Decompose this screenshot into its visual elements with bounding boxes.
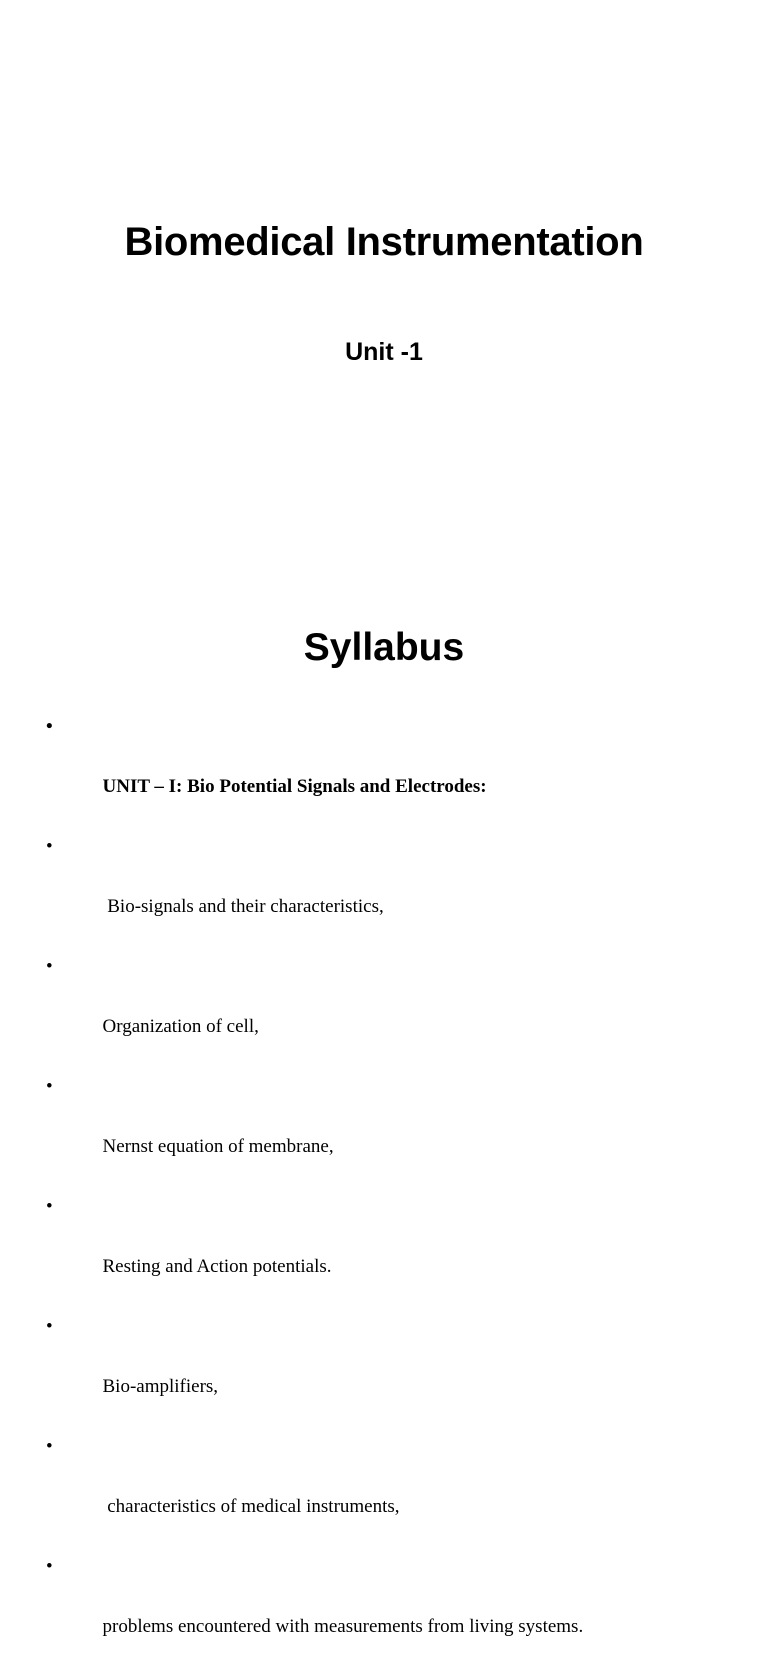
list-item	[44, 1432, 583, 1552]
page-title: Biomedical Instrumentation	[124, 220, 644, 264]
list-item-text: problems encountered with measurements from living systems.	[102, 1616, 584, 1637]
unit-subtitle: Unit -1	[345, 338, 423, 366]
list-item	[44, 832, 583, 952]
syllabus-heading: Syllabus	[303, 626, 465, 669]
bullet-icon: •	[46, 836, 53, 857]
syllabus-list	[44, 712, 583, 1672]
title-slide	[0, 0, 768, 560]
list-item	[44, 1192, 583, 1312]
list-item-text: characteristics of medical instruments,	[102, 1496, 400, 1517]
list-item-text: Organization of cell,	[102, 1016, 259, 1037]
syllabus-slide	[0, 560, 768, 1637]
list-item-text: UNIT – I: Bio Potential Signals and Electrodes:	[102, 776, 487, 797]
list-item	[44, 712, 583, 832]
list-item	[44, 1552, 583, 1672]
bullet-icon: •	[46, 1076, 53, 1097]
list-item-text: Nernst equation of membrane,	[102, 1136, 334, 1157]
list-item-text: Bio-signals and their characteristics,	[102, 896, 384, 917]
list-item	[44, 1312, 583, 1432]
list-item-text: Resting and Action potentials.	[102, 1256, 332, 1277]
bullet-icon: •	[46, 1556, 53, 1577]
list-item	[44, 952, 583, 1072]
bullet-icon: •	[46, 1316, 53, 1337]
list-item	[44, 1072, 583, 1192]
bullet-icon: •	[46, 716, 53, 737]
bullet-icon: •	[46, 1436, 53, 1457]
list-item-text: Bio-amplifiers,	[102, 1376, 219, 1397]
bullet-icon: •	[46, 1196, 53, 1217]
bullet-icon: •	[46, 956, 53, 977]
